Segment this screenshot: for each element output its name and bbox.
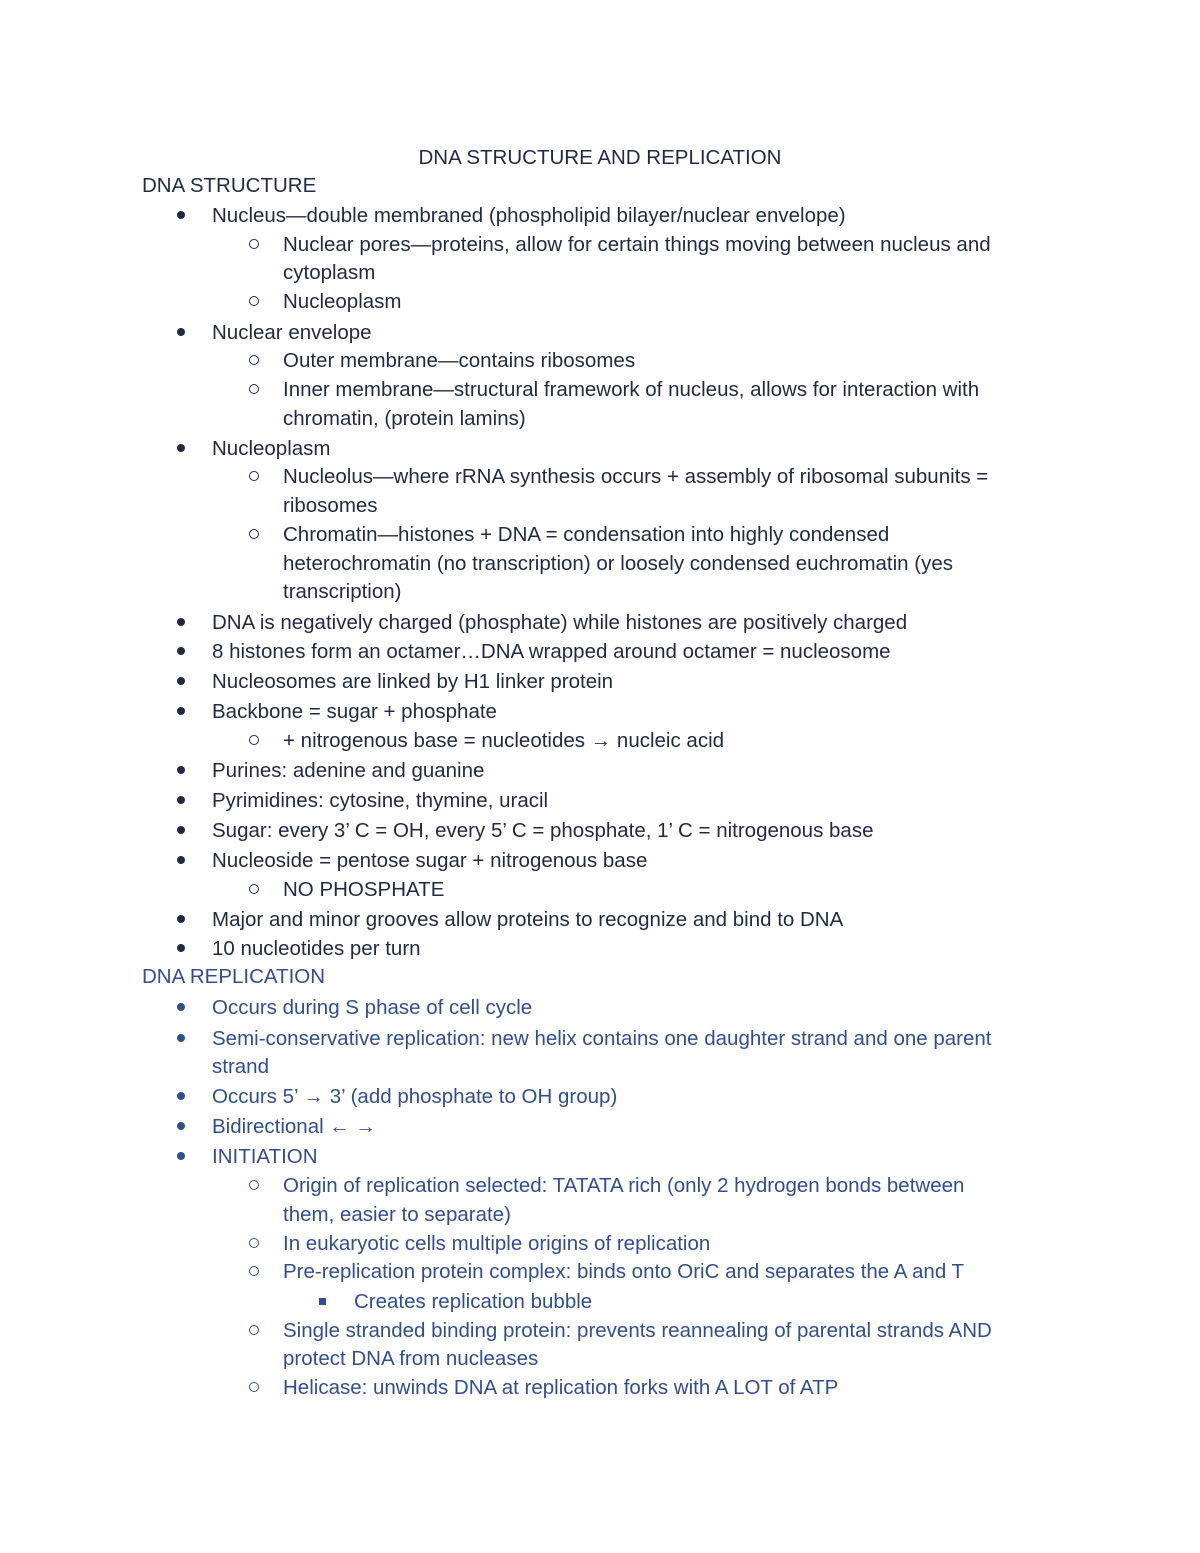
circle-bullet-icon [249, 239, 259, 249]
bullet-icon [177, 1092, 185, 1100]
list-item: Nucleoplasm [212, 437, 331, 460]
list-item-continuation: ribosomes [283, 494, 378, 517]
list-item-continuation: cytoplasm [283, 261, 376, 284]
list-item-continuation: strand [212, 1055, 269, 1078]
list-item: Helicase: unwinds DNA at replication forks with A LOT of ATP [283, 1376, 839, 1399]
list-item: Occurs 5’ → 3’ (add phosphate to OH group) [212, 1085, 618, 1108]
list-item: Origin of replication selected: TATATA rich (only 2 hydrogen bonds between [283, 1174, 965, 1197]
bullet-icon [177, 647, 185, 655]
bullet-icon [177, 856, 185, 864]
bullet-icon [177, 1034, 185, 1042]
list-item: Single stranded binding protein: prevents reannealing of parental strands AND [283, 1319, 992, 1342]
list-item: INITIATION [212, 1145, 318, 1168]
bullet-icon [177, 707, 185, 715]
bullet-icon [177, 677, 185, 685]
list-item: 8 histones form an octamer…DNA wrapped around octamer = nucleosome [212, 640, 891, 663]
list-item: Creates replication bubble [354, 1290, 593, 1313]
circle-bullet-icon [249, 384, 259, 394]
list-item: Occurs during S phase of cell cycle [212, 996, 533, 1019]
list-item-continuation: transcription) [283, 580, 402, 603]
list-item: Purines: adenine and guanine [212, 759, 485, 782]
list-item: Major and minor grooves allow proteins to recognize and bind to DNA [212, 908, 844, 931]
bullet-icon [177, 1122, 185, 1130]
list-item: Sugar: every 3’ C = OH, every 5’ C = phosphate, 1’ C = nitrogenous base [212, 819, 874, 842]
circle-bullet-icon [249, 735, 259, 745]
circle-bullet-icon [249, 471, 259, 481]
list-item-continuation: protect DNA from nucleases [283, 1347, 539, 1370]
list-item: Semi-conservative replication: new helix contains one daughter strand and one parent [212, 1027, 992, 1050]
list-item: Chromatin—histones + DNA = condensation into highly condensed [283, 523, 890, 546]
circle-bullet-icon [249, 1266, 259, 1276]
list-item-continuation: heterochromatin (no transcription) or loosely condensed euchromatin (yes [283, 552, 954, 575]
list-item-continuation: them, easier to separate) [283, 1203, 511, 1226]
list-item: Bidirectional ← → [212, 1115, 377, 1138]
list-item: Pre-replication protein complex: binds onto OriC and separates the A and T [283, 1260, 965, 1283]
bullet-icon [177, 444, 185, 452]
list-item: Backbone = sugar + phosphate [212, 700, 497, 723]
list-item: Nuclear pores—proteins, allow for certain things moving between nucleus and [283, 233, 991, 256]
list-item: Nucleolus—where rRNA synthesis occurs + assembly of ribosomal subunits = [283, 465, 989, 488]
bullet-icon [177, 618, 185, 626]
document-title: DNA STRUCTURE AND REPLICATION [418, 146, 782, 169]
list-item: Nucleosomes are linked by H1 linker protein [212, 670, 614, 693]
list-item: Pyrimidines: cytosine, thymine, uracil [212, 789, 549, 812]
circle-bullet-icon [249, 1238, 259, 1248]
list-item: Nuclear envelope [212, 321, 372, 344]
circle-bullet-icon [249, 884, 259, 894]
bullet-icon [177, 944, 185, 952]
square-bullet-icon [319, 1298, 326, 1305]
circle-bullet-icon [249, 1382, 259, 1392]
bullet-icon [177, 1003, 185, 1011]
list-item-continuation: chromatin, (protein lamins) [283, 407, 526, 430]
section-heading-structure: DNA STRUCTURE [142, 174, 317, 197]
list-item: In eukaryotic cells multiple origins of replication [283, 1232, 711, 1255]
section-heading-replication: DNA REPLICATION [142, 965, 326, 988]
circle-bullet-icon [249, 529, 259, 539]
bullet-icon [177, 915, 185, 923]
circle-bullet-icon [249, 296, 259, 306]
list-item: DNA is negatively charged (phosphate) while histones are positively charged [212, 611, 908, 634]
list-item: Nucleus—double membraned (phospholipid bilayer/nuclear envelope) [212, 204, 846, 227]
circle-bullet-icon [249, 1325, 259, 1335]
circle-bullet-icon [249, 1180, 259, 1190]
list-item: + nitrogenous base = nucleotides → nucleic acid [283, 729, 725, 752]
bullet-icon [177, 766, 185, 774]
list-item: Inner membrane—structural framework of nucleus, allows for interaction with [283, 378, 980, 401]
bullet-icon [177, 328, 185, 336]
bullet-icon [177, 826, 185, 834]
list-item: NO PHOSPHATE [283, 878, 445, 901]
list-item: Nucleoside = pentose sugar + nitrogenous base [212, 849, 648, 872]
list-item: Outer membrane—contains ribosomes [283, 349, 636, 372]
bullet-icon [177, 211, 185, 219]
list-item: Nucleoplasm [283, 290, 402, 313]
circle-bullet-icon [249, 355, 259, 365]
bullet-icon [177, 796, 185, 804]
list-item: 10 nucleotides per turn [212, 937, 421, 960]
bullet-icon [177, 1152, 185, 1160]
